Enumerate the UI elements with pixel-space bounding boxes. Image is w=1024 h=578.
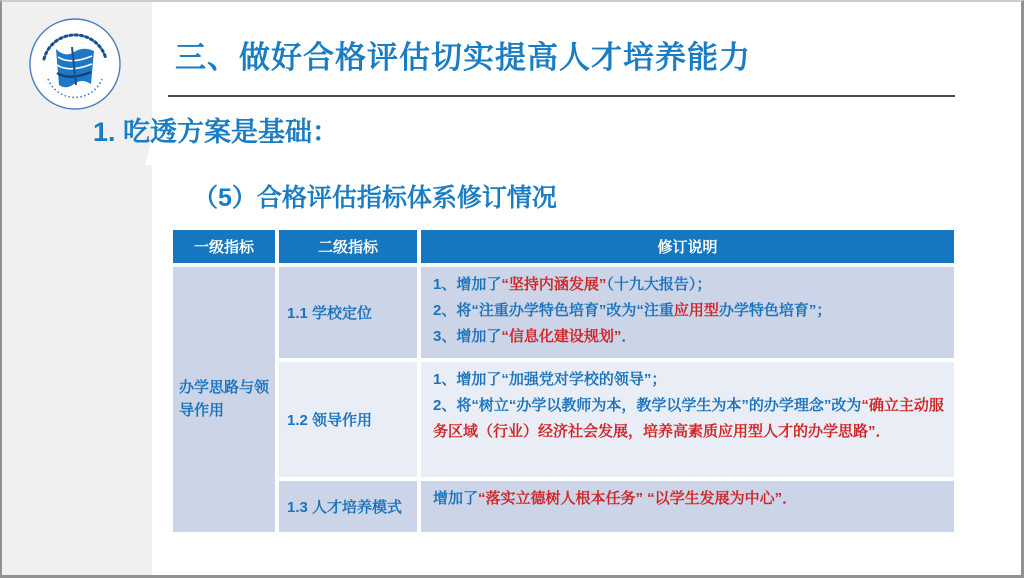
note-line [433, 486, 944, 512]
notes-cell-1-3 [421, 481, 954, 532]
revision-text: （十九大报告）； [606, 276, 712, 293]
notes-cell-1-2 [421, 362, 954, 477]
revision-text: 增加了 [433, 490, 479, 507]
section-heading: （5）合格评估指标体系修订情况 [193, 184, 557, 212]
revision-highlight-text: “落实立德树人根本任务” “以学生发展为中心”． [478, 490, 798, 507]
revision-table [173, 230, 954, 532]
note-line [433, 393, 944, 445]
revision-highlight-text: 应用型 [673, 302, 719, 319]
revision-text: 3、增加了 [433, 328, 502, 345]
slide-title: 三、做好合格评估切实提高人才培养能力 [175, 40, 751, 75]
note-line [433, 324, 944, 350]
revision-text: 1、增加了“加强党对学校的领导”； [433, 371, 667, 388]
table-header-notes: 修订说明 [421, 230, 954, 263]
subtitle-heading: 1. 吃透方案是基础： [93, 117, 340, 147]
note-line [433, 367, 944, 393]
school-emblem-logo [28, 17, 122, 111]
revision-text: 2、将“注重办学特色培育”改为“注重 [433, 302, 674, 319]
indicator-cell-1-3: 1.3 人才培养模式 [279, 481, 417, 532]
indicator-cell-1-2: 1.2 领导作用 [279, 362, 417, 477]
revision-text: 办学特色培育”； [718, 302, 832, 319]
revision-highlight-text: “信息化建设规划” [501, 328, 622, 345]
table-header-level2: 二级指标 [279, 230, 417, 263]
revision-highlight-text: “坚持内涵发展” [501, 276, 607, 293]
notes-cell-1-1 [421, 267, 954, 358]
note-line [433, 272, 944, 298]
revision-text: 1、增加了 [433, 276, 502, 293]
group-cell: 办学思路与领导作用 [173, 267, 275, 532]
revision-text: 2、将“树立“办学以教师为本，教学以学生为本”的办学理念”改为 [433, 397, 862, 414]
indicator-cell-1-1: 1.1 学校定位 [279, 267, 417, 358]
title-underline [168, 95, 955, 97]
revision-text: ． [621, 328, 637, 345]
revision-highlight-text: “确立主动服务区域（行业）经济社会发展，培养高素质应用型人才的办学思路”． [433, 397, 944, 440]
table-header-level1: 一级指标 [173, 230, 275, 263]
note-line [433, 298, 944, 324]
